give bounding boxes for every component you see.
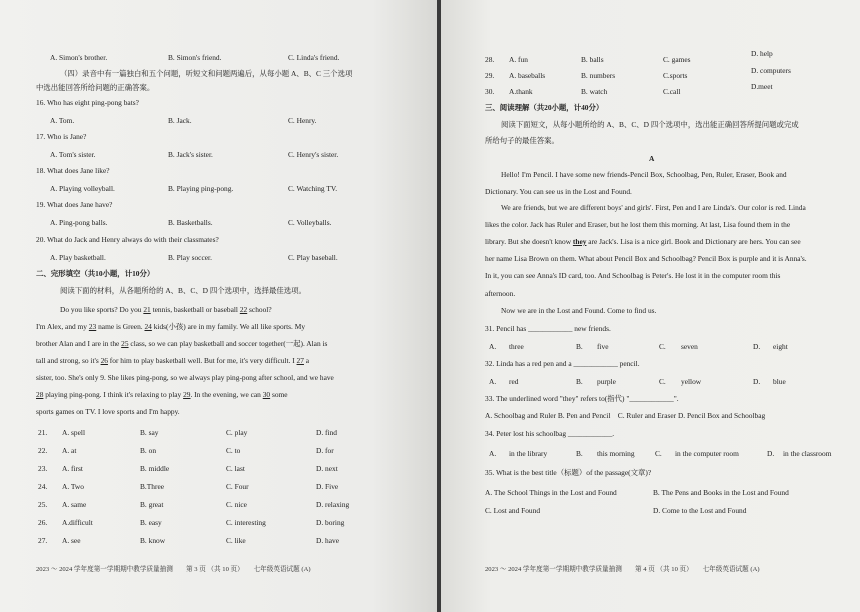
reading-instruction-1: 阅读下面短文，从每小题所给的 A、B、C、D 四个选项中，选出能正确回答所提问题或完成	[501, 120, 799, 129]
question-19: 19. What does Jane have?	[36, 200, 113, 209]
q20-option-b: B. Play soccer.	[168, 253, 212, 262]
q32-label-b: B.	[576, 377, 583, 386]
option-a: A. at	[62, 446, 77, 455]
q34-label-d: D.	[767, 449, 775, 458]
option-c: C. to	[226, 446, 241, 455]
q35-option-c: C. Lost and Found	[485, 506, 541, 515]
option-c: C. like	[226, 536, 246, 545]
option-number: 30.	[485, 87, 495, 96]
option-b: B. on	[140, 446, 157, 455]
q34-option-a: in the library	[509, 449, 548, 458]
option-d: D. Five	[316, 482, 339, 491]
option-d: D. for	[316, 446, 334, 455]
option-number: 27.	[38, 536, 48, 545]
option-a: A. Two	[62, 482, 84, 491]
option-c: C.sports	[663, 71, 688, 80]
q19-option-c: C. Volleyballs.	[288, 218, 332, 227]
question-20: 20. What do Jack and Henry always do with their classmates?	[36, 235, 219, 244]
option-b: B. middle	[140, 464, 170, 473]
q32-label-a: A.	[489, 377, 497, 386]
q31-label-d: D.	[753, 342, 761, 351]
q31-label-b: B.	[576, 342, 583, 351]
cloze-line-2: I'm Alex, and my 23 name is Green. 24 kids(小孩) are in my family. We all like sports. My	[36, 322, 306, 331]
q17-option-a: A. Tom's sister.	[50, 150, 96, 159]
section4-instruction-1: （四）录音中有一篇独白和五个问题，听短文和问题两遍后，从每小题 A、B、C 三个选项	[60, 69, 353, 78]
q17-option-c: C. Henry's sister.	[288, 150, 339, 159]
q18-option-c: C. Watching TV.	[288, 184, 338, 193]
q17-option-b: B. Jack's sister.	[168, 150, 213, 159]
option-number: 28.	[485, 55, 495, 64]
option-b: B. easy	[140, 518, 162, 527]
option-number: 22.	[38, 446, 48, 455]
q32-option-d: blue	[773, 377, 786, 386]
q31-option-a: three	[509, 342, 524, 351]
option-c: C. interesting	[226, 518, 266, 527]
option-c: C. games	[663, 55, 691, 64]
q15-option-b: B. Simon's friend.	[168, 53, 222, 62]
option-a: A. first	[62, 464, 83, 473]
q16-option-c: C. Henry.	[288, 116, 317, 125]
section4-instruction-2: 中选出能回答所给问题的正确答案。	[36, 83, 155, 92]
passage-line-6: her name Lisa Brown on them. What about Pencil Box and Schoolbag? Pencil Box is purple and it is Anna's.	[485, 254, 807, 263]
q16-option-a: A. Tom.	[50, 116, 75, 125]
cloze-section-title: 二、完形填空（共10小题，计10分）	[36, 269, 155, 278]
passage-label: A	[649, 154, 655, 163]
option-c: C. play	[226, 428, 248, 437]
reading-section-title: 三、阅读理解（共20小题，计40分）	[485, 103, 604, 112]
option-b: B. know	[140, 536, 166, 545]
passage-line-8: afternoon.	[485, 289, 516, 298]
option-d: D. have	[316, 536, 339, 545]
q34-label-c: C.	[655, 449, 662, 458]
option-b: B.Three	[140, 482, 165, 491]
option-b: B. say	[140, 428, 159, 437]
option-d: D. boring	[316, 518, 345, 527]
q31-label-c: C.	[659, 342, 666, 351]
passage-line-5: library. But she doesn't know they are Jack's. Lisa is a nice girl. Book and Dictionary are hers. You can see	[485, 237, 801, 246]
q34-label-a: A.	[489, 449, 497, 458]
cloze-line-3: brother Alan and I are in the 25 class, so we can play basketball and soccer together(一起). Alan is	[36, 339, 328, 348]
page-footer: 2023 ～ 2024 学年度第一学期期中教学质量抽测 第 3 页 （共 10 页） 七年级英语试题 (A)	[36, 566, 311, 573]
page-footer: 2023 ～ 2024 学年度第一学期期中教学质量抽测 第 4 页 （共 10 页） 七年级英语试题 (A)	[485, 566, 760, 573]
option-number: 21.	[38, 428, 48, 437]
option-b: B. numbers	[581, 71, 616, 80]
question-35: 35. What is the best title（标题）of the passage(文章)?	[485, 468, 652, 477]
option-a: A. baseballs	[509, 71, 546, 80]
option-c: C. nice	[226, 500, 247, 509]
option-d: D. relaxing	[316, 500, 350, 509]
q34-option-c: in the computer room	[675, 449, 739, 458]
q15-option-c: C. Linda's friend.	[288, 53, 340, 62]
option-c: C.call	[663, 87, 681, 96]
q31-option-c: seven	[681, 342, 698, 351]
passage-line-4: likes the color. Jack has Ruler and Eraser, but he lost them this morning. At last, Lisa found them in the	[485, 220, 791, 229]
q34-label-b: B.	[576, 449, 583, 458]
option-b: B. balls	[581, 55, 604, 64]
q32-option-a: red	[509, 377, 519, 386]
q34-option-d: in the classroom	[783, 449, 832, 458]
passage-line-1: Hello! I'm Pencil. I have some new friends-Pencil Box, Schoolbag, Pen, Ruler, Eraser, Book and	[501, 170, 787, 179]
question-31: 31. Pencil has ____________ new friends.	[485, 324, 611, 333]
option-a: A. fun	[509, 55, 528, 64]
q32-option-c: yellow	[681, 377, 702, 386]
option-d: D. next	[316, 464, 338, 473]
q34-option-b: this morning	[597, 449, 635, 458]
q19-option-a: A. Ping-pong balls.	[50, 218, 108, 227]
q20-option-a: A. Play basketball.	[50, 253, 106, 262]
option-d: D.meet	[751, 82, 773, 91]
question-32: 32. Linda has a red pen and a ____________ pencil.	[485, 359, 640, 368]
q20-option-c: C. Play baseball.	[288, 253, 338, 262]
q18-option-a: A. Playing volleyball.	[50, 184, 115, 193]
cloze-line-7: sports games on TV. I love sports and I'm happy.	[36, 407, 180, 416]
option-d: D. computers	[751, 66, 791, 75]
q35-option-d: D. Come to the Lost and Found	[653, 506, 747, 515]
q31-label-a: A.	[489, 342, 497, 351]
passage-line-7: In it, you can see Anna's ID card, too. And Schoolbag is Peter's. He lost it in the computer room this	[485, 271, 781, 280]
option-b: B. watch	[581, 87, 608, 96]
cloze-instruction: 阅读下面的材料，从各题所给的 A、B、C、D 四个选项中，选择最佳选项。	[60, 286, 306, 295]
option-a: A. see	[62, 536, 81, 545]
option-d: D. help	[751, 49, 773, 58]
passage-line-9: Now we are in the Lost and Found. Come to find us.	[501, 306, 657, 315]
question-34: 34. Peter lost his schoolbag ____________.	[485, 429, 615, 438]
q15-option-a: A. Simon's brother.	[50, 53, 108, 62]
q16-option-b: B. Jack.	[168, 116, 192, 125]
option-number: 24.	[38, 482, 48, 491]
q33-options: A. Schoolbag and Ruler B. Pen and Pencil C. Ruler and Eraser D. Pencil Box and Schoolbag	[485, 411, 766, 420]
question-17: 17. Who is Jane?	[36, 132, 87, 141]
option-a: A.difficult	[62, 518, 93, 527]
passage-line-3: We are friends, but we are different boys' and girls'. First, Pen and I are Linda's. Our color is red. Linda	[501, 203, 806, 212]
q32-option-b: purple	[597, 377, 616, 386]
option-b: B. great	[140, 500, 164, 509]
option-a: A. same	[62, 500, 87, 509]
q35-option-b: B. The Pens and Books in the Lost and Found	[653, 488, 789, 497]
cloze-line-1: Do you like sports? Do you 21 tennis, basketball or baseball 22 school?	[60, 305, 272, 314]
q31-option-d: eight	[773, 342, 788, 351]
option-number: 23.	[38, 464, 48, 473]
passage-line-2: Dictionary. You can see us in the Lost and Found.	[485, 187, 632, 196]
option-d: D. find	[316, 428, 337, 437]
q32-label-d: D.	[753, 377, 761, 386]
cloze-line-5: sister, too. She's only 9. She likes ping-pong, so we always play ping-pong after school, and we have	[36, 373, 334, 382]
option-c: C. last	[226, 464, 245, 473]
option-number: 29.	[485, 71, 495, 80]
question-33: 33. The underlined word "they" refers to(指代) "____________".	[485, 394, 679, 403]
q32-label-c: C.	[659, 377, 666, 386]
cloze-line-6: 28 playing ping-pong. I think it's relaxing to play 29. In the evening, we can 30 some	[36, 390, 288, 399]
q31-option-b: five	[597, 342, 609, 351]
question-16: 16. Who has eight ping-pong bats?	[36, 98, 139, 107]
option-c: C. Four	[226, 482, 249, 491]
cloze-line-4: tall and strong, so it's 26 for him to play basketball well. But for me, it's very difficult. I 27 a	[36, 356, 310, 365]
q35-option-a: A. The School Things in the Lost and Found	[485, 488, 617, 497]
q19-option-b: B. Basketballs.	[168, 218, 213, 227]
right-exam-page	[441, 0, 860, 612]
reading-instruction-2: 所给句子的最佳答案。	[485, 136, 559, 145]
option-a: A.thank	[509, 87, 533, 96]
q18-option-b: B. Playing ping-pong.	[168, 184, 234, 193]
option-number: 25.	[38, 500, 48, 509]
option-a: A. spell	[62, 428, 85, 437]
question-18: 18. What does Jane like?	[36, 166, 110, 175]
option-number: 26.	[38, 518, 48, 527]
